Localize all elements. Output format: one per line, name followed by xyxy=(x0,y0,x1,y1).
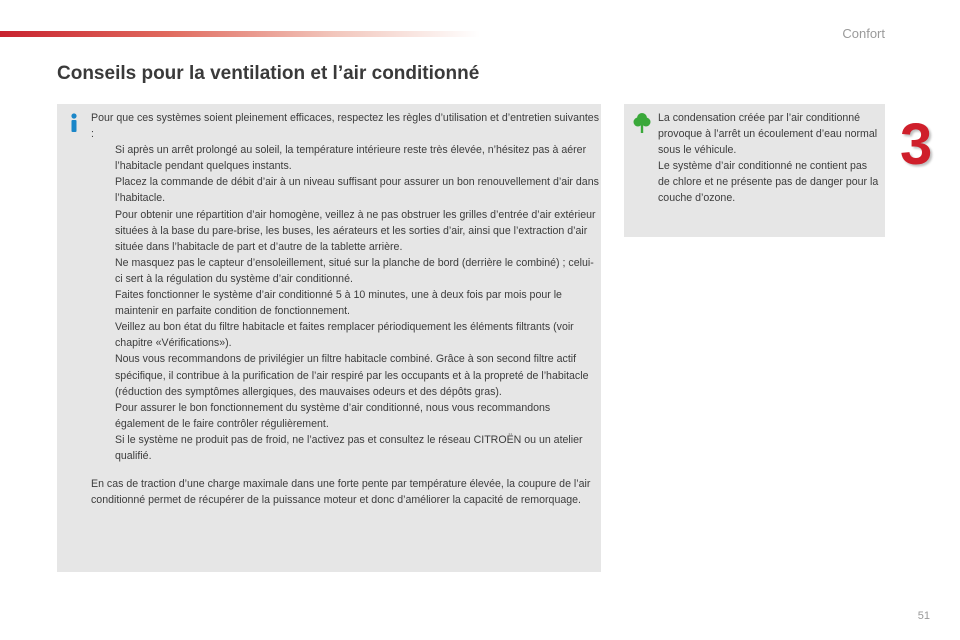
eco-note-paragraph-2: Le système d’air conditionné ne contient pas de chlore et ne présente pas de danger pour la couche d’ozone. xyxy=(658,160,879,205)
section-label: Confort xyxy=(842,26,885,41)
page-number: 51 xyxy=(917,610,930,622)
advice-list-item-text: Ne masquez pas le capteur d’ensoleillement, situé sur la planche de bord (derrière le combiné) ; celui-ci sert à la régulation du système d’air conditionné. xyxy=(115,256,594,285)
advice-list-item xyxy=(91,400,599,432)
advice-list-item xyxy=(91,255,599,287)
advice-text xyxy=(91,110,599,508)
advice-list xyxy=(91,142,599,464)
eco-note-paragraph-1: La condensation créée par l’air conditionné provoque à l’arrêt un écoulement d’eau normal sous le véhicule. xyxy=(658,112,878,157)
advice-list-item xyxy=(91,142,599,206)
chapter-number: 3 xyxy=(900,112,933,177)
header-accent-bar xyxy=(0,31,480,37)
advice-list-item xyxy=(91,207,599,255)
advice-intro: Pour que ces systèmes soient pleinement efficaces, respectez les règles d’utilisation et d’entretien suivantes : xyxy=(91,112,599,141)
page-title: Conseils pour la ventilation et l’air conditionné xyxy=(57,63,480,84)
advice-list-item-text: Si après un arrêt prolongé au soleil, la température intérieure reste très élevée, n’hésitez pas à aérer l’habitacle pendant quelques instants. xyxy=(115,144,587,173)
tree-icon xyxy=(633,112,651,134)
advice-box xyxy=(57,104,601,572)
advice-list-item-text: Pour assurer le bon fonctionnement du système d’air conditionné, nous vous recommandons également de le faire contrôler régulièrement. xyxy=(115,401,551,430)
advice-list-item xyxy=(91,432,599,464)
advice-list-item-text: Veillez au bon état du filtre habitacle et faites remplacer périodiquement les éléments filtrants (voir chapitre «Vérifications»). xyxy=(115,321,574,350)
eco-note-text xyxy=(658,110,880,207)
advice-closing: En cas de traction d’une charge maximale dans une forte pente par température élevée, la coupure de l’air conditionné permet de récupérer de la puissance moteur et donc d’améliorer la capacité de remorquage. xyxy=(91,478,591,507)
advice-list-item-text: Si le système ne produit pas de froid, ne l’activez pas et consultez le réseau CITROËN ou un atelier qualifié. xyxy=(115,433,583,462)
eco-note-box xyxy=(624,104,885,237)
advice-list-item-text: Faites fonctionner le système d’air conditionné 5 à 10 minutes, une à deux fois par mois pour le maintenir en parfaite condition de fonctionnement. xyxy=(115,289,562,318)
advice-list-item-note: Nous vous recommandons de privilégier un filtre habitacle combiné. Grâce à son second filtre actif spécifique, il contribue à la purification de l’air respiré par les occupants et à la propreté de l’habitacle (réduction des symptômes allergiques, des mauvaises odeurs et des dépôts gras). xyxy=(115,353,589,398)
advice-list-item-text: Pour obtenir une répartition d’air homogène, veillez à ne pas obstruer les grilles d’entrée d’air extérieur situées à la base du pare-brise, les buses, les aérateurs et les sorties d’air, ainsi que l’extraction d’air située dans l’habitacle de part et d’autre de la tablette arrière. xyxy=(115,208,596,253)
advice-list-item xyxy=(91,319,599,399)
advice-list-item xyxy=(91,287,599,319)
advice-list-item-note: Placez la commande de débit d’air à un niveau suffisant pour assurer un bon renouvellement d’air dans l’habitacle. xyxy=(115,176,599,205)
info-icon xyxy=(66,113,82,133)
